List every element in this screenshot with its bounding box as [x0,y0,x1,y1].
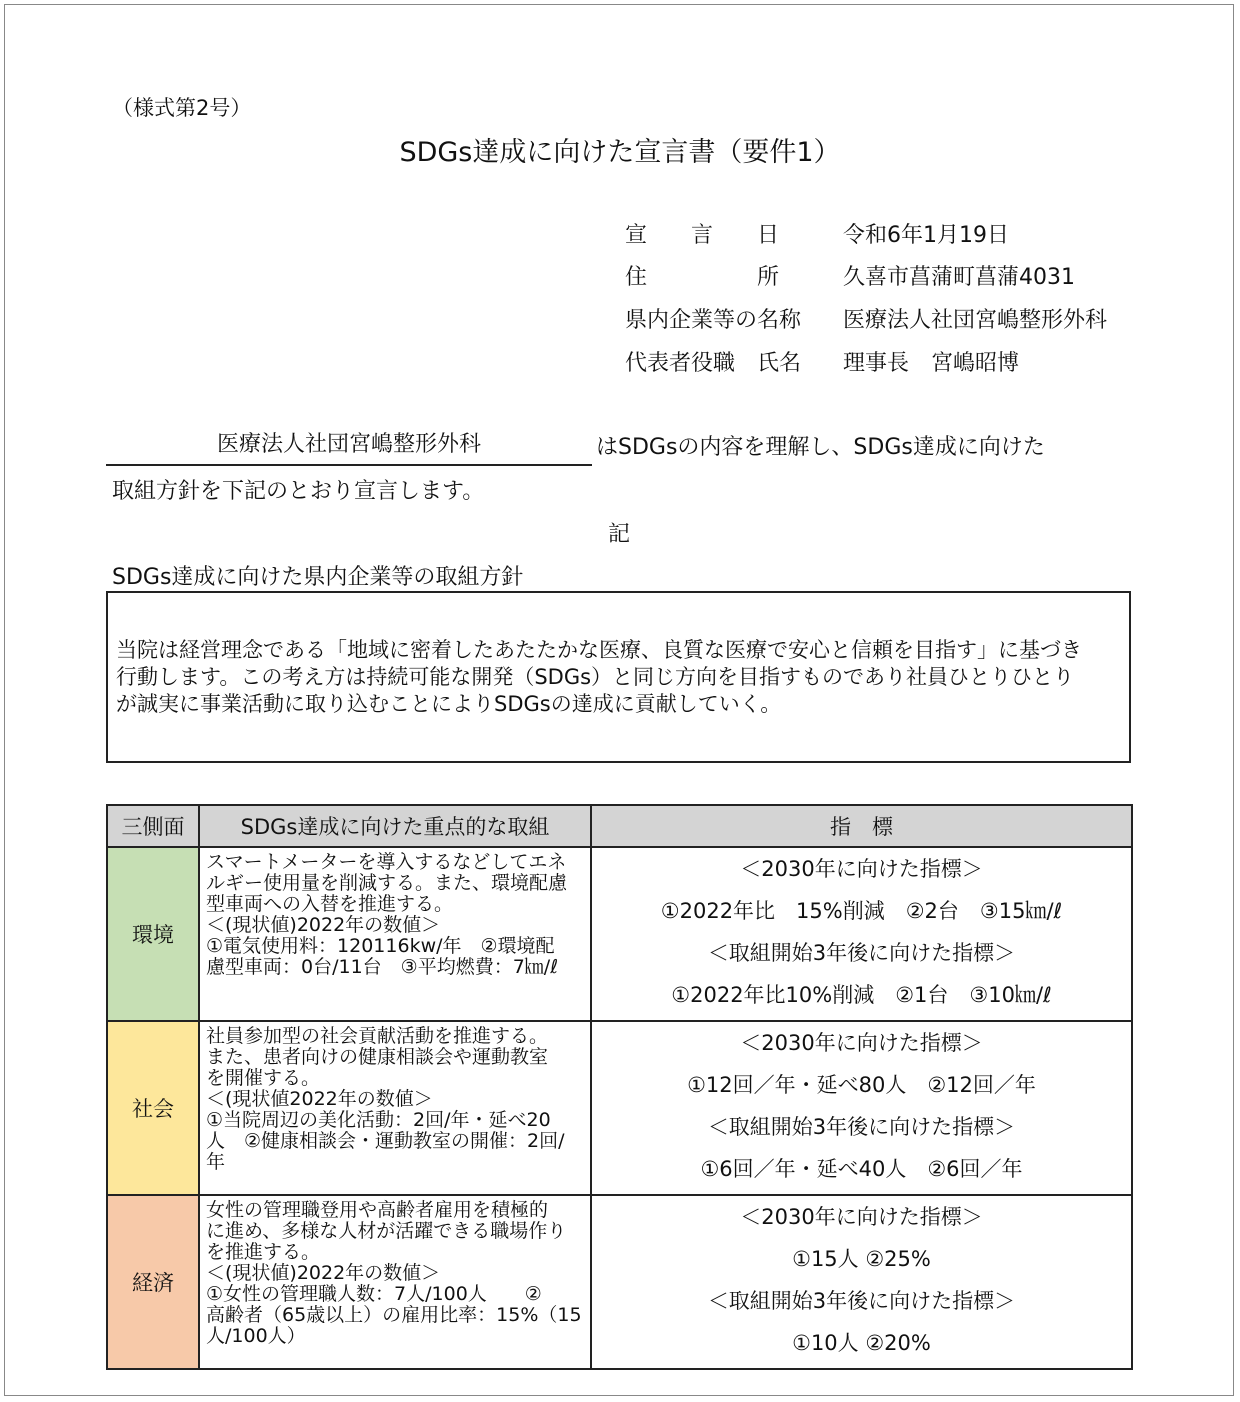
initiative-line: を開催する。 [206,1067,321,1089]
indicator-line: ＜取組開始3年後に向けた指標＞ [707,1115,1016,1139]
initiative-line: 女性の管理職登用や高齢者雇用を積極的 [206,1199,549,1221]
indicator-line: ＜2030年に向けた指標＞ [740,857,983,881]
header-indicators: 指 標 [591,805,1132,847]
initiative-line: ＜(現状値)2022年の数値＞ [206,914,441,936]
table-row-environment [107,847,1132,1021]
initiative-line: ①電気使用料：120116kw/年 ②環境配 [206,935,555,957]
declaration-text-1: はSDGsの内容を理解し、SDGs達成に向けた [596,435,1045,460]
indicator-line: ①15人 ②25% [792,1247,931,1271]
initiative-cell [199,1195,591,1369]
initiative-line: 型車両への入替を推進する。 [206,893,454,915]
indicator-line: ①6回／年・延べ40人 ②6回／年 [700,1157,1023,1181]
policy-line: 当院は経営理念である「地域に密着したあたたかな医療、良質な医療で安心と信頼を目指す」に基づき [116,638,1082,662]
info-label: 住 所 [625,265,780,290]
policy-heading: SDGs達成に向けた県内企業等の取組方針 [112,565,524,590]
initiative-line: 慮型車両：0台/11台 ③平均燃費：7㎞/ℓ [206,956,559,978]
initiative-cell [199,1021,591,1195]
indicator-line: ＜2030年に向けた指標＞ [740,1205,983,1229]
targets-table [106,804,1133,1370]
info-value: 医療法人社団宮嶋整形外科 [843,308,1108,333]
initiative-cell [199,847,591,1021]
initiative-line: スマートメーターを導入するなどしてエネ [206,851,567,873]
initiative-line: ＜(現状値2022年の数値＞ [206,1088,433,1110]
declared-company-name: 医療法人社団宮嶋整形外科 [106,428,592,466]
info-value: 令和6年1月19日 [843,223,1009,248]
info-value: 久喜市菖蒲町菖蒲4031 [843,265,1075,290]
info-value: 理事長 宮嶋昭博 [843,351,1020,376]
initiative-line: ＜(現状値)2022年の数値＞ [206,1262,441,1284]
initiative-line: 年 [206,1151,226,1173]
indicator-line: ＜取組開始3年後に向けた指標＞ [707,1289,1016,1313]
initiative-line: ルギー使用量を削減する。また、環境配慮 [206,872,568,894]
initiative-line: を推進する。 [206,1241,321,1263]
initiative-line: 人 ②健康相談会・運動教室の開催：2回/ [206,1130,565,1152]
indicators-cell [591,1021,1132,1195]
indicators-cell [591,847,1132,1021]
aspect-cell: 環境 [107,847,199,1021]
declaration-text-2: 取組方針を下記のとおり宣言します。 [112,479,485,504]
header-initiative: SDGs達成に向けた重点的な取組 [199,805,591,847]
indicator-line: ①10人 ②20% [792,1331,931,1355]
initiative-line: 社員参加型の社会貢献活動を推進する。 [206,1025,549,1047]
aspect-cell: 経済 [107,1195,199,1369]
indicator-line: ①2022年比10%削減 ②1台 ③10㎞/ℓ [671,983,1052,1007]
document-title: SDGs達成に向けた宣言書（要件1） [399,137,841,168]
info-label: 県内企業等の名称 [625,308,802,333]
policy-line: 行動します。この考え方は持続可能な開発（SDGs）と同じ方向を目指すものであり社員ひとりひとり [116,665,1075,689]
indicator-line: ＜取組開始3年後に向けた指標＞ [707,941,1016,965]
initiative-line: また、患者向けの健康相談会や運動教室 [206,1046,549,1068]
initiative-line: 高齢者（65歳以上）の雇用比率：15%（15 [206,1304,582,1326]
indicator-line: ①12回／年・延べ80人 ②12回／年 [687,1073,1036,1097]
header-aspect: 三側面 [107,805,199,847]
initiative-line: ①当院周辺の美化活動：2回/年・延べ20 [206,1109,551,1131]
table-row-society [107,1021,1132,1195]
info-label: 宣 言 日 [625,223,780,248]
form-number: （様式第2号） [112,96,252,120]
table-row-economy [107,1195,1132,1369]
table-header-row [107,805,1132,847]
indicators-cell [591,1195,1132,1369]
policy-box [106,591,1131,763]
initiative-line: ①女性の管理職人数：7人/100人 ② [206,1283,542,1305]
indicator-line: ①2022年比 15%削減 ②2台 ③15㎞/ℓ [660,899,1063,923]
aspect-cell: 社会 [107,1021,199,1195]
policy-line: が誠実に事業活動に取り込むことによりSDGsの達成に貢献していく。 [116,692,782,716]
ki-mark: 記 [608,522,631,547]
indicator-line: ＜2030年に向けた指標＞ [740,1031,983,1055]
info-label: 代表者役職 氏名 [625,351,802,376]
initiative-line: 人/100人） [206,1325,306,1347]
initiative-line: に進め、多様な人材が活躍できる職場作り [206,1220,567,1242]
policy-text [116,637,1126,718]
